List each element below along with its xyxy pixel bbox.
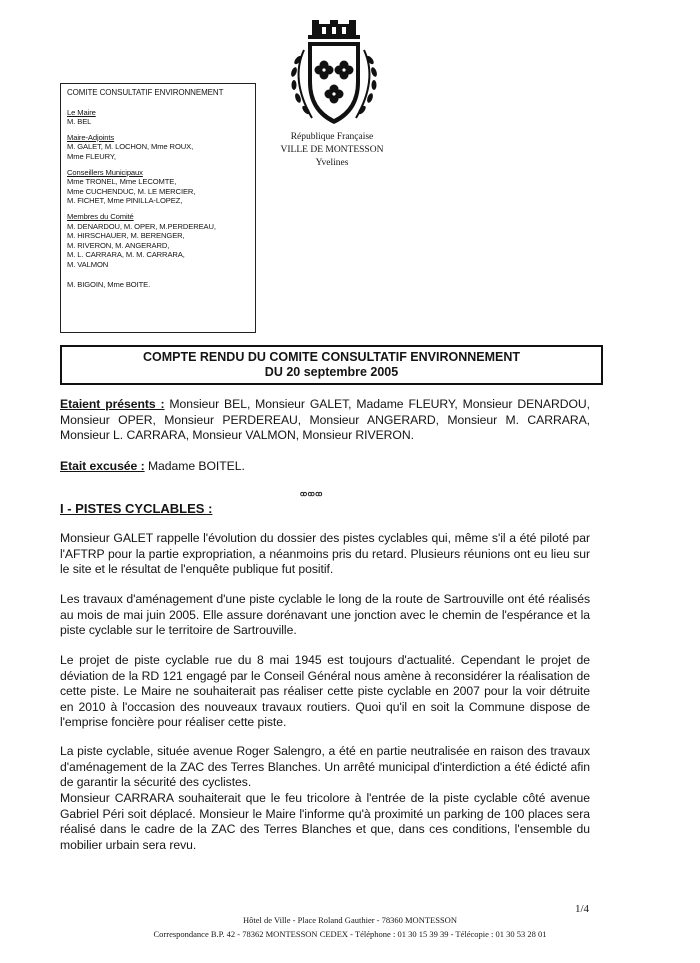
town-name: VILLE DE MONTESSON: [280, 145, 384, 155]
committee-group-deputy-mayors: [67, 133, 249, 162]
present-list: Monsieur BEL, Monsieur GALET, Madame FLEURY, Monsieur DENARDOU, Monsieur OPER, Monsieur PERDEREAU, Monsieur ANGERARD, Monsieur M. CARRARA, Monsieur L. CARRARA, Monsieur VALMON, Monsieur RIVERON.: [60, 397, 590, 443]
republic-label: République Française: [290, 132, 374, 142]
member-line: M. VALMON: [67, 259, 109, 269]
report-title: COMPTE RENDU DU COMITE CONSULTATIF ENVIRONNEMENT: [142, 350, 521, 364]
town-crest-emblem: [282, 20, 386, 130]
member-line: M. BIGOIN, Mme BOITE.: [67, 279, 151, 289]
member-line: M. DENARDOU, M. OPER, M.PERDEREAU,: [67, 221, 216, 231]
group-label: Le Maire: [67, 107, 96, 117]
section-heading-pistes-cyclables: I - PISTES CYCLABLES :: [60, 501, 213, 516]
paragraph-5: Monsieur CARRARA souhaiterait que le feu tricolore à l'entrée de la piste cyclable côté avenue Gabriel Péri soit déplacé. Monsieur le Maire l'informe qu'à proximité un parking de 100 places sera réalisé dans le cadre de la ZAC des Terres Blanches et que, dans ces conditions, l'ensemble du mobilier urbain sera revu.: [60, 791, 590, 852]
present-label: Etaient présents :: [60, 397, 165, 411]
member-line: Mme CUCHENDUC, M. LE MERCIER,: [67, 186, 196, 196]
member-line: M. BEL: [67, 117, 92, 127]
report-title-box: [60, 345, 603, 385]
attendance-present: [60, 397, 590, 444]
committee-members-box: [60, 83, 256, 333]
paragraph-3: Le projet de piste cyclable rue du 8 mai 1945 est toujours d'actualité. Cependant le projet de déviation de la RD 121 engagé par le Conseil Général nous amène à reconsidérer la réalisation de cette piste. Le Maire ne souhaiterait pas réaliser cette piste cyclable en 2007 pour la voir détruite en 2010 à l'occasion des nouveaux travaux routiers. Quoi qu'il en soit la Commune dispose de l'emprise foncière pour réaliser cette piste.: [60, 653, 590, 730]
member-line: M. HIRSCHAUER, M. BERENGER,: [67, 231, 185, 241]
member-line: Mme TRONEL, Mme LECOMTE,: [67, 177, 177, 187]
footer-contact: Correspondance B.P. 42 - 78362 MONTESSON CEDEX - Téléphone : 01 30 15 39 39 - Télécopie : 01 30 53 28 01: [153, 929, 547, 939]
group-label: Maire-Adjoints: [67, 132, 115, 142]
committee-group-mayor: [67, 108, 249, 127]
department-name: Yvelines: [315, 158, 349, 168]
member-line: M. L. CARRARA, M. M. CARRARA,: [67, 250, 185, 260]
excused-list: Madame BOITEL.: [144, 459, 245, 473]
group-label: Membres du Comité: [67, 211, 134, 221]
member-line: M. GALET, M. LOCHON, Mme ROUX,: [67, 142, 194, 152]
group-label: Conseillers Municipaux: [67, 167, 143, 177]
page-number: 1/4: [575, 903, 590, 915]
paragraph-2: Les travaux d'aménagement d'une piste cyclable le long de la route de Sartrouville ont été réalisés au mois de mai juin 2005. Elle assure dorénavant une jonction avec le chemin de l'espérance et la piste cyclable sur le territoire de Sartrouville.: [60, 592, 590, 638]
attendance-excused: [60, 459, 590, 475]
excused-label: Etait excusée :: [60, 459, 145, 473]
member-line: Mme FLEURY,: [67, 151, 116, 161]
report-date: DU 20 septembre 2005: [264, 365, 399, 379]
committee-group-councillors: [67, 168, 249, 206]
member-line: M. FICHET, Mme PINILLA-LOPEZ,: [67, 196, 183, 206]
committee-group-members: [67, 212, 249, 270]
committee-group-others: [67, 280, 249, 290]
committee-box-title: COMITE CONSULTATIF ENVIRONNEMENT: [67, 88, 224, 97]
paragraph-4: La piste cyclable, située avenue Roger Salengro, a été en partie neutralisée en raison des travaux d'aménagement de la ZAC des Terres Blanches. Un arrêté municipal d'interdiction a été édicté afin de garantir la sécurité des cyclistes.: [60, 744, 590, 790]
paragraph-1: Monsieur GALET rappelle l'évolution du dossier des pistes cyclables qui, même s'il a été piloté par l'AFTRP pour la partie expropriation, a néanmoins pris du retard. Plusieurs réunions ont eu lieu sur le site et le résultat de l'enquête publique fut positif.: [60, 531, 590, 577]
member-line: M. RIVERON, M. ANGERARD,: [67, 240, 170, 250]
municipality-header: [262, 131, 402, 170]
section-divider: ꝏꝏꝏ: [300, 491, 323, 498]
footer-address: Hôtel de Ville - Place Roland Gauthier - 78360 MONTESSON: [243, 915, 457, 925]
